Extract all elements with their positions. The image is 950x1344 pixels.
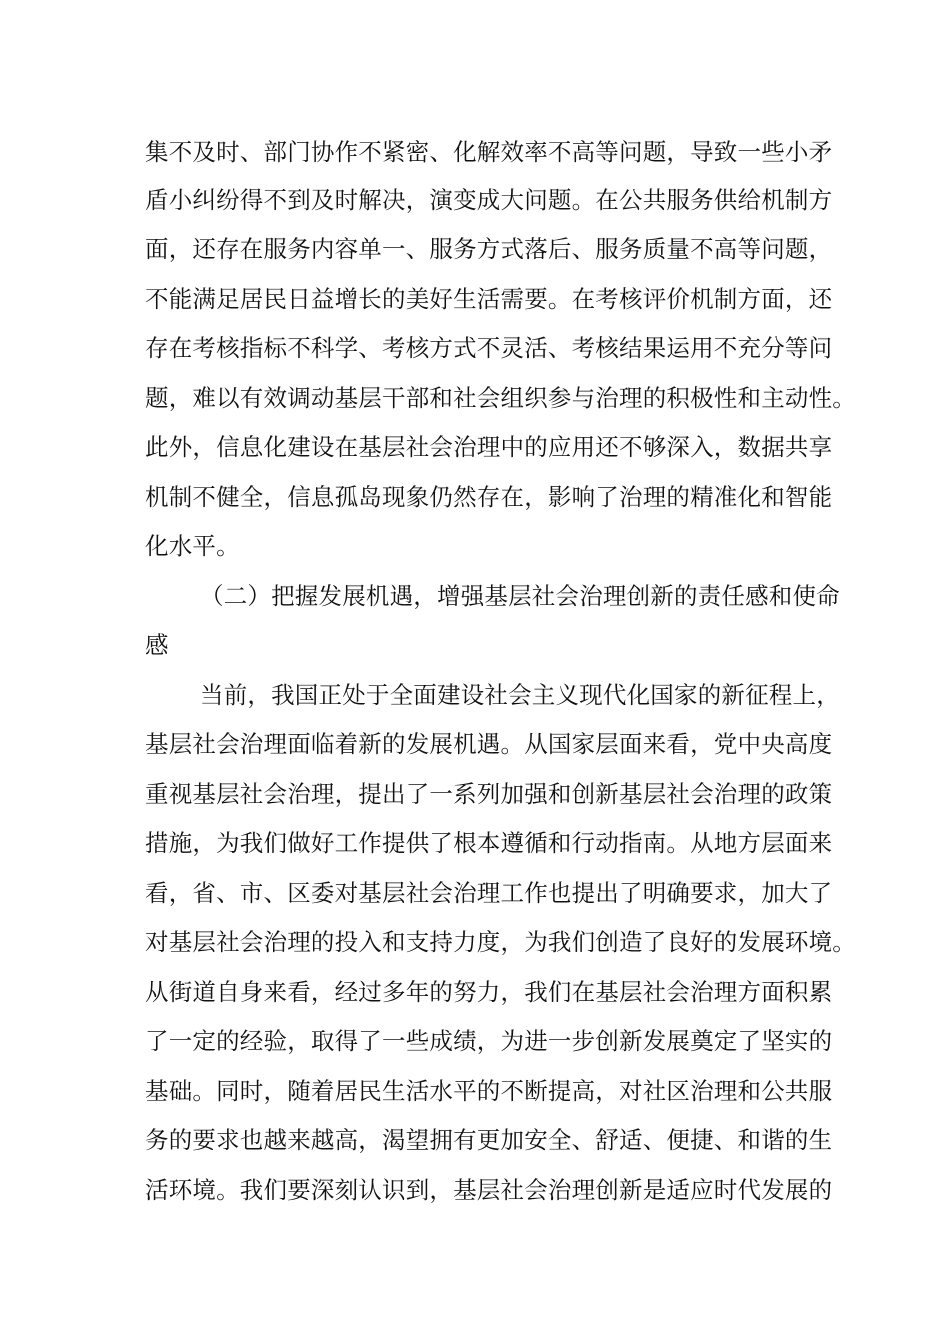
text-line: 题，难以有效调动基层干部和社会组织参与治理的积极性和主动性。 <box>145 384 856 412</box>
text-line: 重视基层社会治理，提出了一系列加强和创新基层社会治理的政策 <box>145 780 833 808</box>
text-line: 措施，为我们做好工作提供了根本遵循和行动指南。从地方层面来 <box>145 829 833 857</box>
text-line: 盾小纠纷得不到及时解决，演变成大问题。在公共服务供给机制方 <box>145 186 833 214</box>
text-line: 从街道自身来看，经过多年的努力，我们在基层社会治理方面积累 <box>145 978 833 1006</box>
text-line: 看，省、市、区委对基层社会治理工作也提出了明确要求，加大了 <box>145 879 833 907</box>
section-heading-line: 感 <box>145 631 169 659</box>
text-line: 基层社会治理面临着新的发展机遇。从国家层面来看，党中央高度 <box>145 730 833 758</box>
text-line: 不能满足居民日益增长的美好生活需要。在考核评价机制方面，还 <box>145 285 833 313</box>
text-line: 面，还存在服务内容单一、服务方式落后、服务质量不高等问题， <box>145 235 833 263</box>
text-line: 此外，信息化建设在基层社会治理中的应用还不够深入，数据共享 <box>145 433 833 461</box>
text-line: 基础。同时，随着居民生活水平的不断提高，对社区治理和公共服 <box>145 1077 833 1105</box>
text-line: 务的要求也越来越高，渴望拥有更加安全、舒适、便捷、和谐的生 <box>145 1126 833 1154</box>
text-line: 化水平。 <box>145 532 240 560</box>
text-line: 活环境。我们要深刻认识到，基层社会治理创新是适应时代发展的 <box>145 1176 833 1204</box>
text-line: 存在考核指标不科学、考核方式不灵活、考核结果运用不充分等问 <box>145 334 833 362</box>
text-line: 对基层社会治理的投入和支持力度，为我们创造了良好的发展环境。 <box>145 928 856 956</box>
text-line: 机制不健全，信息孤岛现象仍然存在，影响了治理的精准化和智能 <box>145 483 833 511</box>
text-line: 当前，我国正处于全面建设社会主义现代化国家的新征程上， <box>200 681 840 709</box>
section-heading-line: （二）把握发展机遇，增强基层社会治理创新的责任感和使命 <box>200 582 840 610</box>
text-line: 了一定的经验，取得了一些成绩，为进一步创新发展奠定了坚实的 <box>145 1027 833 1055</box>
text-line: 集不及时、部门协作不紧密、化解效率不高等问题，导致一些小矛 <box>145 138 833 166</box>
